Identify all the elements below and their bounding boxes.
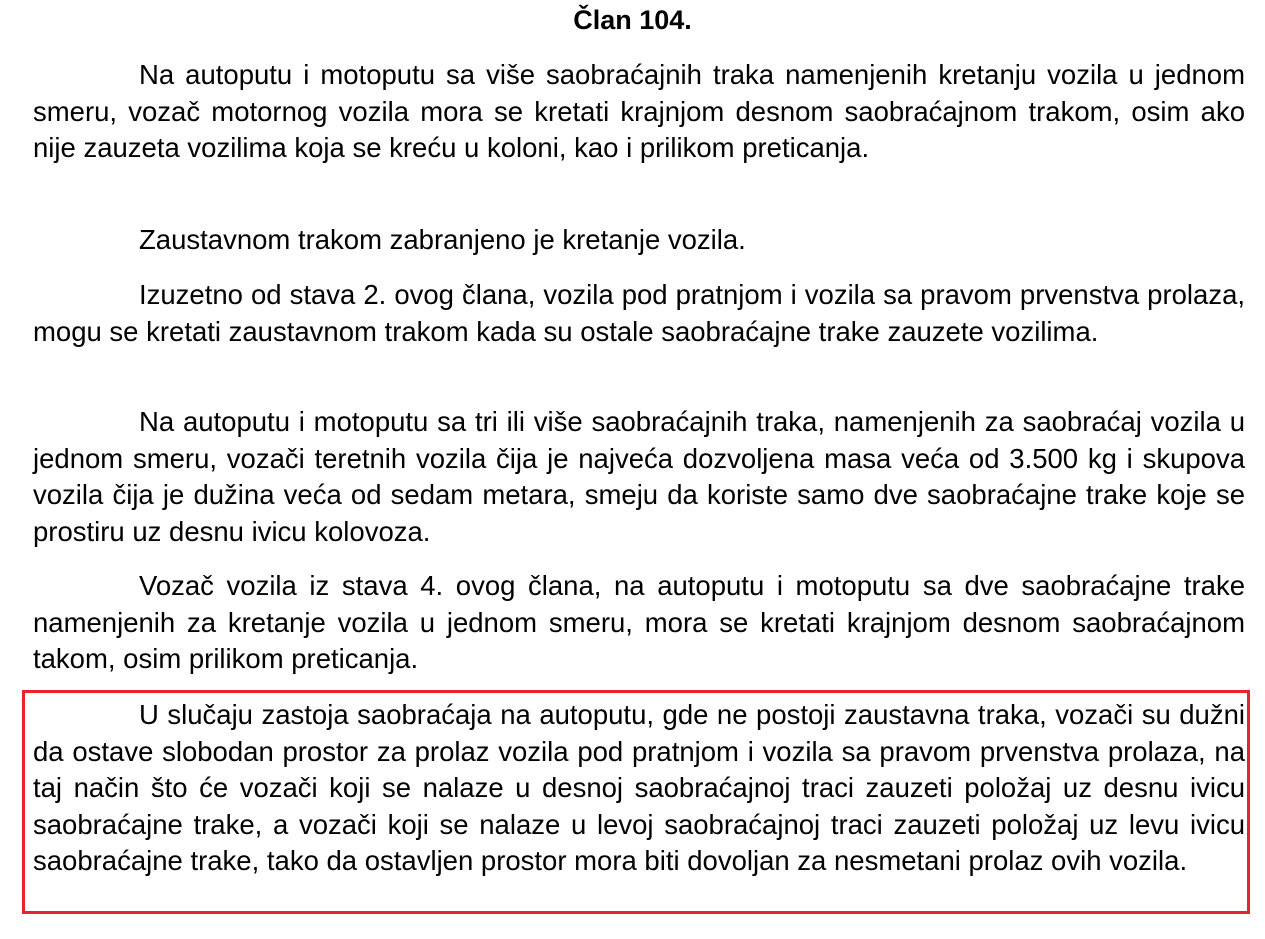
paragraph-3: Izuzetno od stava 2. ovog člana, vozila pod pratnjom i vozila sa pravom prvenstva prolaza, mogu se kretati zaustavnom trakom kada su ostale saobraćajne trake zauzete vozilima.: [33, 279, 1245, 347]
paragraph-5: Vozač vozila iz stava 4. ovog člana, na autoputu i motoputu sa dve saobraćajne trake namenjenih za kretanje vozila u jednom smeru, mora se kretati krajnjom desnom saobraćajnom takom, osim prilikom preticanja.: [33, 570, 1245, 675]
paragraph-6-highlighted: U slučaju zastoja saobraćaja na autoputu, gde ne postoji zaustavna traka, vozači su dužni da ostave slobodan prostor za prolaz vozila pod pratnjom i vozila sa pravom prvenstva prolaza, na taj način što će vozači koji se nalaze u desnoj saobraćajnoj traci zauzeti položaj uz desnu ivicu saobraćajne trake, a vozači koji se nalaze u levoj saobraćajnoj traci zauzeti položaj uz levu ivicu saobraćajne trake, tako da ostavljen prostor mora biti dovoljan za nesmetani prolaz ovih vozila.: [33, 699, 1245, 877]
paragraph-1: Na autoputu i motoputu sa više saobraćajnih traka namenjenih kretanju vozila u jednom smeru, vozač motornog vozila mora se kretati krajnjom desnom saobraćajnom trakom, osim ako nije zauzeta vozilima koja se kreću u koloni, kao i prilikom preticanja.: [33, 59, 1245, 164]
paragraph-4: Na autoputu i motoputu sa tri ili više saobraćajnih traka, namenjenih za saobraćaj vozila u jednom smeru, vozači teretnih vozila čija je najveća dozvoljena masa veća od 3.500 kg i skupova vozila čija je dužina veća od sedam metara, smeju da koriste samo dve saobraćajne trake koje se prostiru uz desnu ivicu kolovoza.: [33, 406, 1245, 547]
article-title: Član 104.: [573, 5, 692, 35]
paragraph-2: Zaustavnom trakom zabranjeno je kretanje vozila.: [139, 224, 746, 255]
